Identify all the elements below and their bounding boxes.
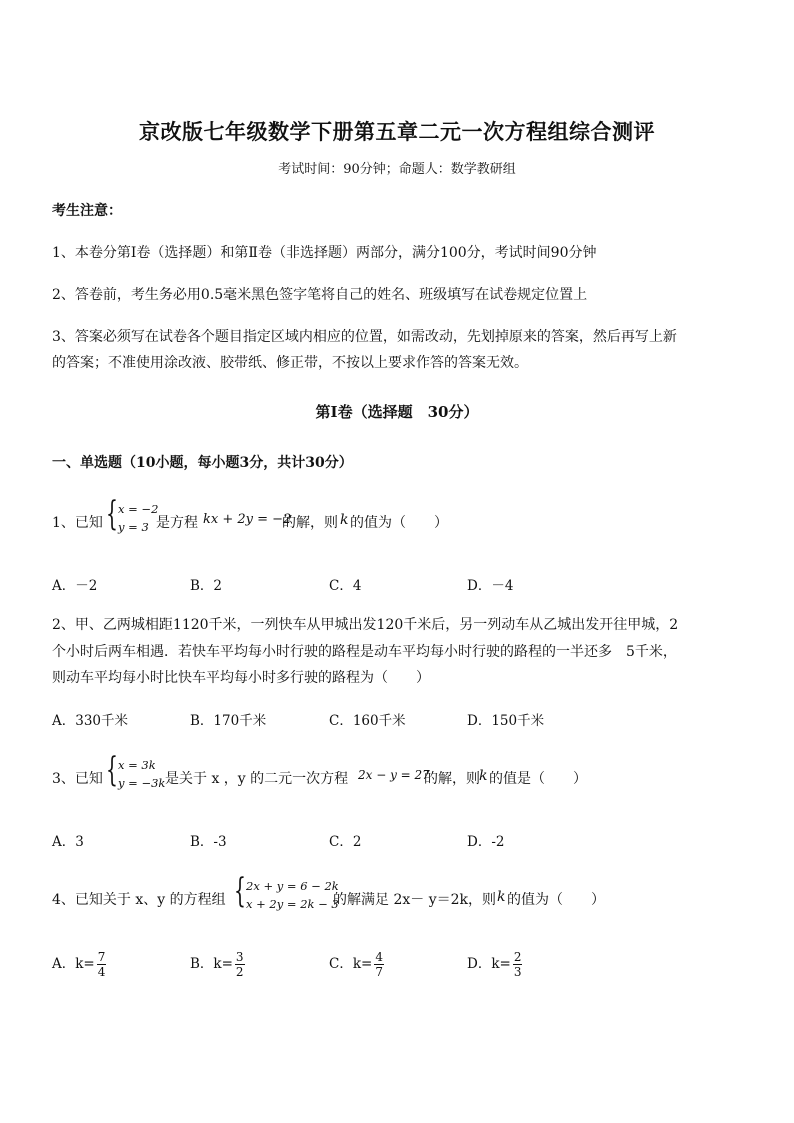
q4-var: k — [497, 889, 506, 905]
q1-var: k — [340, 512, 349, 528]
q1-option-d: D．－4 — [467, 578, 514, 594]
q4-option-b-label: B．k= — [190, 956, 233, 972]
q3-suffix: 的解，则 — [424, 771, 480, 787]
notice-item-1: 1、本卷分第Ⅰ卷（选择题）和第Ⅱ卷（非选择题）两部分，满分100分，考试时间90分钟 — [52, 245, 597, 261]
notice-item-2: 2、答卷前，考生务必用0.5毫米黑色签字笔将自己的姓名、班级填写在试卷规定位置上 — [52, 287, 588, 303]
q3-prefix: 3、已知 — [52, 771, 103, 787]
q4-option-c-fraction — [374, 950, 384, 979]
q4-prefix: 4、已知关于 x、y 的方程组 — [52, 892, 226, 908]
q3-system-line2: y = −3k — [118, 776, 166, 790]
notice-heading: 考生注意： — [52, 203, 122, 219]
notice-item-3-line1: 3、答案必须写在试卷各个题目指定区域内相应的位置，如需改动，先划掉原来的答案，然后再写上新 — [52, 329, 677, 345]
q3-option-b: B．-3 — [190, 834, 227, 850]
q1-option-b: B．2 — [190, 578, 223, 594]
q2-option-b: B．170千米 — [190, 713, 267, 729]
q4-option-b-numerator: 3 — [235, 950, 244, 964]
q4-option-c-label: C．k= — [329, 956, 373, 972]
q4-option-d-label: D．k= — [467, 956, 511, 972]
q3-mid: 是关于 x ，y 的二元一次方程 — [165, 771, 349, 787]
q4-system — [246, 877, 339, 913]
q1-system — [118, 500, 158, 536]
notice-item-3-line2: 的答案；不准使用涂改液、胶带纸、修正带，不按以上要求作答的答案无效。 — [52, 355, 528, 371]
q1-mid: 是方程 — [156, 515, 198, 531]
q4-option-a-numerator: 7 — [97, 950, 106, 964]
q4-option-a-label: A．k= — [52, 956, 95, 972]
q2-line3: 则动车平均每小时比快车平均每小时多行驶的路程为（ ） — [52, 670, 430, 686]
q4-option-a-denominator: 4 — [97, 965, 106, 979]
q1-system-line2: y = 3 — [118, 520, 149, 534]
q4-option-c-numerator: 4 — [375, 950, 383, 964]
q4-system-brace: { — [234, 871, 246, 911]
q4-option-d — [467, 950, 522, 979]
q1-suffix: 的解，则 — [282, 515, 338, 531]
q1-end: 的值为（ ） — [350, 515, 448, 531]
q1-equation: kx + 2y = −2 — [203, 512, 292, 527]
q2-option-d: D．150千米 — [467, 713, 545, 729]
q4-mid: 的解满足 2x－ y＝2k，则 — [333, 892, 497, 908]
q3-option-c: C．2 — [329, 834, 362, 850]
q4-end: 的值为（ ） — [507, 892, 605, 908]
q4-option-c — [329, 950, 384, 979]
part1-title: 第Ⅰ卷（选择题 30分） — [315, 403, 479, 421]
q4-option-b-denominator: 2 — [235, 965, 244, 979]
q2-option-c: C．160千米 — [329, 713, 406, 729]
section1-title: 一、单选题（10小题，每小题3分，共计30分） — [52, 455, 353, 471]
q3-option-a: A．3 — [52, 834, 84, 850]
q4-option-c-denominator: 7 — [375, 965, 383, 979]
q4-option-a-fraction — [97, 950, 107, 979]
q3-system-brace: { — [106, 750, 118, 790]
q3-option-d: D．-2 — [467, 834, 505, 850]
q4-option-a — [52, 950, 106, 979]
q3-var: k — [479, 768, 488, 784]
q1-system-line1: x = −2 — [118, 502, 159, 516]
q2-line1: 2、甲、乙两城相距1120千米，一列快车从甲城出发120千米后，另一列动车从乙城出发开往甲城，2 — [52, 617, 679, 633]
q3-end: 的值是（ ） — [489, 771, 587, 787]
q1-option-a: A．－2 — [52, 578, 98, 594]
q4-option-b — [190, 950, 245, 979]
q1-option-c: C．4 — [329, 578, 362, 594]
q2-option-a: A．330千米 — [52, 713, 129, 729]
q4-option-d-fraction — [513, 950, 523, 979]
q3-system — [118, 756, 165, 792]
q4-option-d-denominator: 3 — [513, 965, 522, 979]
q2-line2: 个小时后两车相遇．若快车平均每小时行驶的路程是动车平均每小时行驶的路程的一半还多 5千米， — [52, 644, 677, 660]
q4-option-b-fraction — [235, 950, 245, 979]
q4-system-line1: 2x + y = 6 − 2k — [246, 879, 339, 893]
q1-prefix: 1、已知 — [52, 515, 103, 531]
q4-system-line2: x + 2y = 2k − 3 — [246, 897, 339, 911]
q3-system-line1: x = 3k — [118, 758, 156, 772]
exam-subtitle: 考试时间：90分钟；命题人：数学教研组 — [278, 162, 516, 177]
exam-title: 京改版七年级数学下册第五章二元一次方程组综合测评 — [139, 119, 655, 144]
q4-option-d-numerator: 2 — [513, 950, 522, 964]
q1-system-brace: { — [106, 494, 118, 534]
q3-equation: 2x − y = 27 — [358, 768, 430, 782]
